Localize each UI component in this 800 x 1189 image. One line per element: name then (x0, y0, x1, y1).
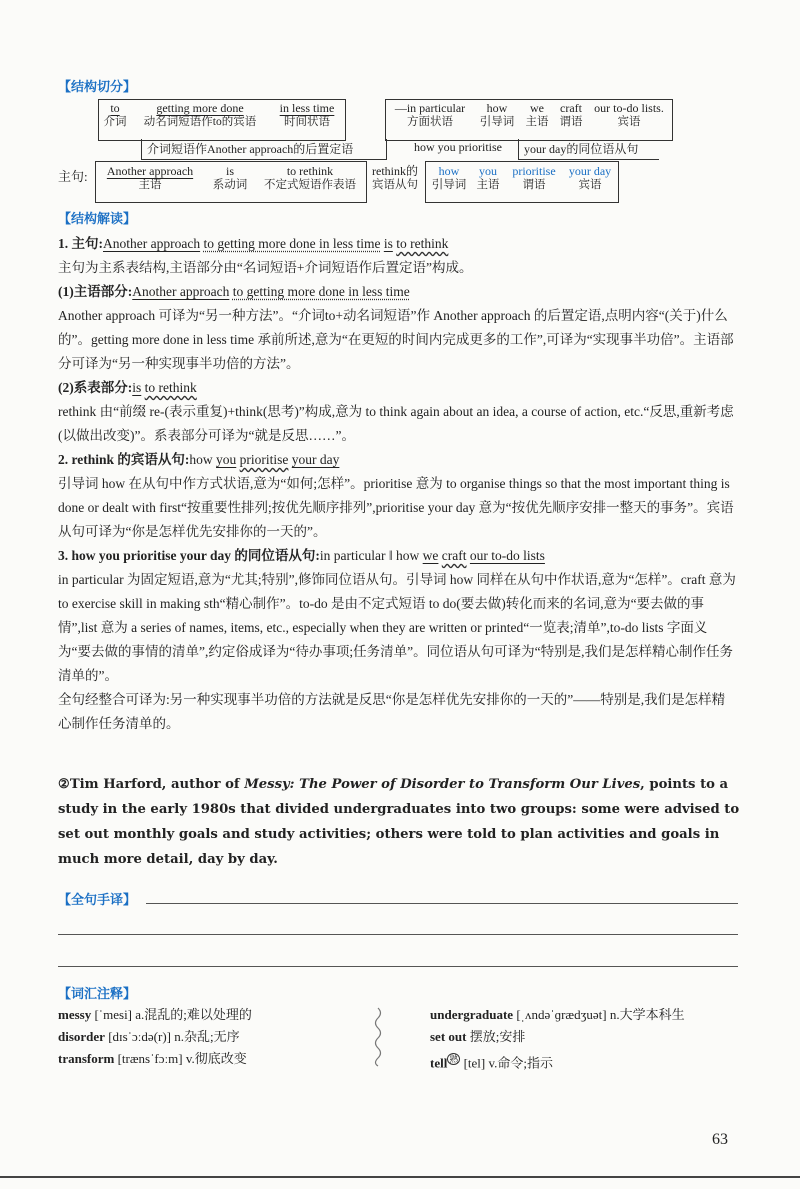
vocab-right (430, 1004, 685, 1074)
diagram-clause-label: how you prioritise (414, 140, 502, 154)
explanation-body (58, 232, 738, 736)
structure-explain-header: 【结构解读】 (58, 212, 137, 227)
diagram-seg: our to-do lists. 宾语 (594, 101, 664, 128)
page-number: 63 (712, 1131, 728, 1148)
diagram-seg: your day 宾语 (568, 164, 612, 191)
diagram-attributive-label: 介词短语作Another approach的后置定语 (147, 142, 354, 156)
section-3-heading: 3. how you prioritise your day 的同位语从句:in particular ‖ how we craft our to-do lists (58, 548, 545, 563)
part-1-text: Another approach 可译为“另一种方法”。“介词to+动名词短语”作 Another approach 的后置定语,点明内容“(关于)什么的”。getting more done in less time 承前所述,意为“在更短的时间内完成更多的工作”,可译为“实现事半功倍”。主语部分可译为“另一种实现事半功倍的方法”。 (58, 308, 734, 371)
diagram-seg: —in particular 方面状语 (394, 101, 466, 128)
diagram-seg: how 引导词 (479, 101, 515, 128)
vocab-item: tell $^熟$ [tel] v.命令;指示 (430, 1054, 554, 1071)
diagram-seg: is 系动词 (212, 164, 248, 191)
structure-split-header: 【结构切分】 (58, 80, 137, 95)
diagram-seg: to rethink 不定式短语作表语 (264, 164, 356, 191)
diagram-seg: to 介词 (103, 101, 127, 128)
section-1-text: 主句为主系表结构,主语部分由“名词短语+介词短语作后置定语”构成。 (58, 260, 473, 275)
answer-line (58, 934, 738, 935)
diagram-seg: in less time 时间状语 (279, 101, 335, 128)
diagram-appositive-label: your day的同位语从句 (524, 142, 639, 156)
diagram-main-label: 主句: (58, 169, 88, 184)
question-sentence: ②Tim Harford, author of Messy: The Power of Disorder to Transform Our Lives, points to a study in the early 1980s that divided undergraduates into two groups: some were advised to set out monthly goals and study activities; others were told to plan activities and goals in much more detail, day by day. (58, 777, 740, 867)
vocab-item: disorder [dɪsˈɔːdə(r)] n.杂乱;无序 (58, 1029, 240, 1044)
section-3-text: in particular 为固定短语,意为“尤其;特别”,修饰同位语从句。引导词 how 同样在从句中作状语,意为“怎样”。craft 意为 to exercise skill in making sth“精心制作”。to-do 是由不定式短语 to do(要去做)转化而来的名词,意为“要去做的事情”,list 意为 a series of names, items, etc., especially when they are written or printed“一览表;清单”,to-do lists 字面义为“要去做的事情的清单”,约定俗成译为“待办事项;任务清单”。同位语从句可译为“特别是,我们是怎样精心制作任务清单的”。 (58, 572, 736, 683)
diagram-seg: Another approach 主语 (106, 164, 194, 191)
diagram-seg: rethink的 宾语从句 (372, 164, 418, 191)
diagram-seg: you 主语 (476, 164, 500, 191)
vocab-item: transform [trænsˈfɔːm] v.彻底改变 (58, 1051, 247, 1066)
answer-line (58, 966, 738, 967)
summary-text: 全句经整合可译为:另一种实现事半功倍的方法就是反思“你是怎样优先安排你的一天的”——特别是,我们是怎样精心制作任务清单的。 (58, 692, 726, 731)
bottom-rule (0, 1176, 800, 1178)
vocab-item: messy [ˈmesi] a.混乱的;难以处理的 (58, 1007, 252, 1022)
vocab-left (58, 1004, 252, 1070)
part-2-heading: (2)系表部分:is to rethink (58, 380, 197, 395)
vocab-item: undergraduate [ˌʌndəˈɡrædʒuət] n.大学本科生 (430, 1007, 685, 1022)
part-1-heading: (1)主语部分:Another approach to getting more done in less time (58, 284, 410, 299)
vocab-header: 【词汇注释】 (58, 987, 137, 1002)
diagram-seg: we 主语 (525, 101, 549, 128)
vocab-item: set out 摆放;安排 (430, 1029, 526, 1044)
translation-header: 【全句手译】 (58, 893, 137, 908)
diagram-seg: how 引导词 (431, 164, 467, 191)
diagram-seg: getting more done 动名词短语作to的宾语 (143, 101, 257, 128)
section-1-heading: 1. 主句:Another approach to getting more done in less time is to rethink (58, 236, 449, 251)
section-2-text: 引导词 how 在从句中作方式状语,意为“如何;怎样”。prioritise 意为 to organise things so that the most important thing is done or dealt with first“按重要性排列;按优先顺序排列”,prioritise your day 意为“按优先顺序安排一整天的事务”。宾语从句可译为“你是怎样优先安排你的一天的”。 (58, 476, 734, 539)
vocab-divider-icon (370, 1006, 386, 1068)
answer-line (146, 903, 738, 904)
part-2-text: rethink 由“前缀 re-(表示重复)+think(思考)”构成,意为 to think again about an idea, a course of action, etc.“反思,重新考虑(以做出改变)”。系表部分可译为“就是反思……”。 (58, 404, 734, 443)
diagram-seg: prioritise 谓语 (512, 164, 556, 191)
section-2-heading: 2. rethink 的宾语从句:how you prioritise your day (58, 452, 340, 467)
diagram-seg: craft 谓语 (559, 101, 583, 128)
familiar-badge: 熟 (449, 1054, 459, 1064)
